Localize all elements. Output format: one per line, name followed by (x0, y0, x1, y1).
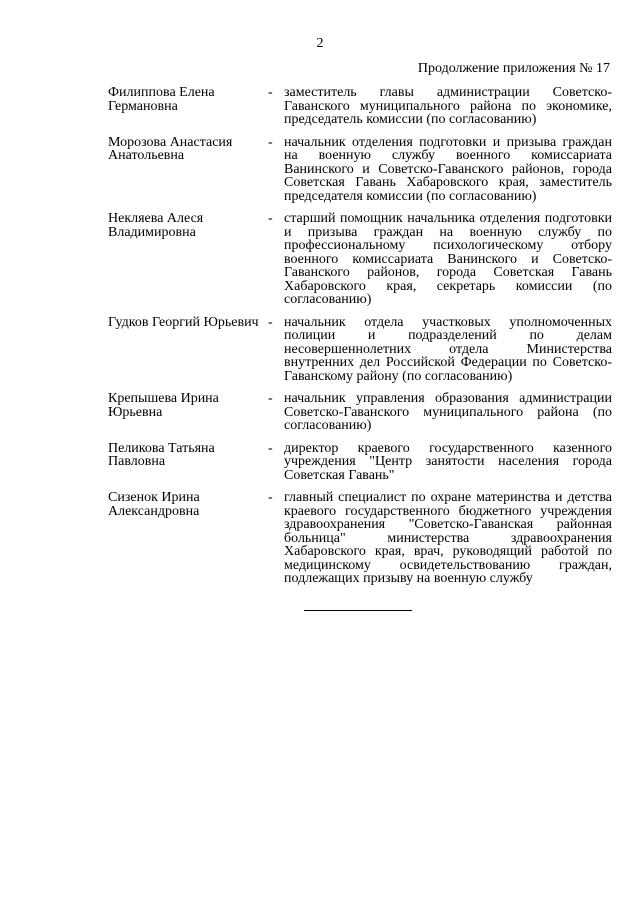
commission-members-list (108, 86, 612, 595)
member-role: старший помощник начальника отделения подготовки и призыва граждан на военную службу по профессиональному психологическому отбору военного комиссариата Ванинского и Советско-Гаванского районов, города Советская Гавань Хабаровского края, секретарь комиссии (по согласованию) (284, 211, 612, 307)
member-name: Сизенок Ирина Александровна (108, 490, 200, 519)
end-divider (304, 610, 412, 611)
member-name: Некляева Алеся Владимировна (108, 211, 204, 240)
member-row (108, 442, 612, 483)
page-number: 2 (316, 36, 324, 51)
member-name: Крепышева Ирина Юрьевна (108, 391, 219, 420)
member-row (108, 136, 612, 204)
member-role: начальник отдела участковых уполномоченных полиции и подразделений по делам несовершеннолетних отдела Министерства внутренних дел Российской Федерации по Советско-Гаванскому району (по согласованию) (284, 314, 612, 384)
member-row (108, 212, 612, 307)
member-row (108, 491, 612, 586)
appendix-caption: Продолжение приложения № 17 (417, 61, 610, 76)
member-dash: - (268, 211, 273, 226)
member-name: Пеликова Татьяна Павловна (108, 440, 215, 469)
member-role: начальник управления образования администрации Советско-Гаванского муниципального района (по согласованию) (284, 391, 612, 433)
member-role: заместитель главы администрации Советско-Гаванского муниципального района по экономике, председатель комиссии (по согласованию) (284, 85, 612, 127)
member-dash: - (268, 391, 273, 406)
member-row (108, 316, 612, 384)
member-dash: - (268, 314, 273, 330)
member-dash: - (268, 134, 273, 150)
member-name: Филиппова Елена Германовна (108, 85, 215, 114)
member-role: главный специалист по охране материнства и детства краевого государственного бюджетного учреждения здравоохранения "Советско-Гаванская районная больница" министерства здравоохранения Хабаровского края, врач, руководящий работой по медицинскому освидетельствованию граждан, подлежащих призыву на военную службу (284, 490, 612, 586)
member-name: Морозова Анастасия Анатольевна (108, 134, 233, 163)
member-dash: - (268, 490, 273, 505)
member-row (108, 392, 612, 433)
member-row (108, 86, 612, 127)
member-role: начальник отделения подготовки и призыва граждан на военную службу военного комиссариата Ванинского и Советско-Гаванского районов, города Советская Гавань Хабаровского края, заместитель председателя комиссии (по согласованию) (284, 134, 612, 204)
member-dash: - (268, 85, 273, 100)
member-role: директор краевого государственного казенного учреждения "Центр занятости населения города Советская Гавань" (284, 440, 612, 483)
member-dash: - (268, 440, 273, 456)
member-name: Гудков Георгий Юрьевич (108, 314, 259, 330)
